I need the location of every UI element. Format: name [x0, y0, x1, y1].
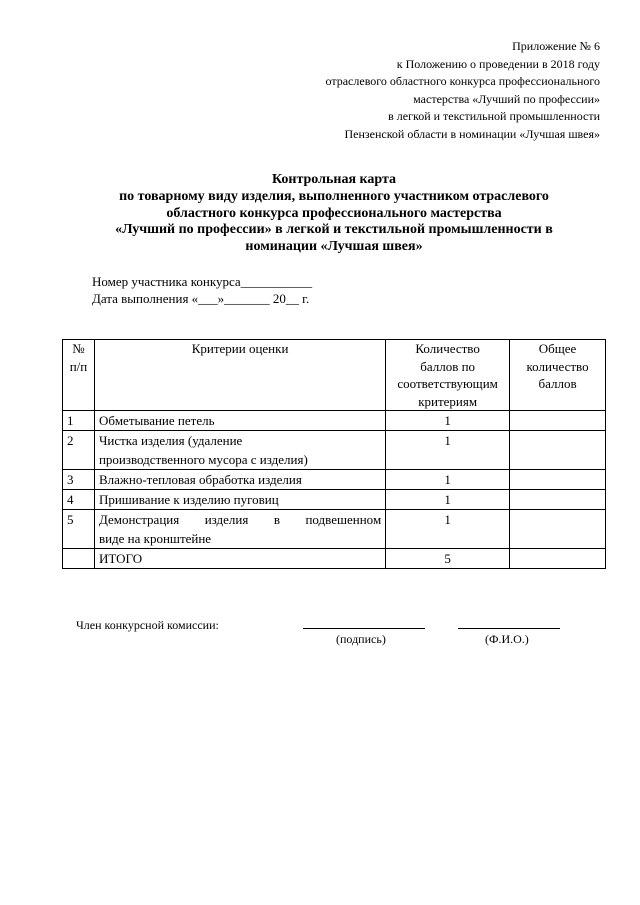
total-cell — [510, 470, 606, 490]
title-line: Контрольная карта — [271, 172, 397, 187]
commission-member-label: Член конкурсной комиссии: — [76, 618, 219, 632]
name-caption: (Ф.И.О.) — [485, 632, 529, 646]
total-row — [63, 549, 606, 569]
title-line: номинации «Лучшая швея» — [245, 239, 423, 255]
document-title — [60, 172, 608, 256]
criterion-score: 1 — [386, 470, 510, 490]
row-number — [63, 549, 95, 569]
total-cell — [510, 490, 606, 510]
header-score-line: критериям — [418, 393, 478, 409]
criterion-cell — [94, 431, 385, 470]
header-num-line: № — [72, 341, 85, 356]
header-total-line: количество — [526, 358, 589, 374]
criterion-line: производственного мусора с изделия) — [98, 452, 308, 467]
criterion-cell — [94, 490, 385, 510]
title-line: «Лучший по профессии» в легкой и текстильной промышленности в — [115, 222, 553, 238]
total-label — [94, 549, 385, 569]
total-score: 5 — [386, 549, 510, 569]
criteria-table — [62, 339, 606, 569]
table-row — [63, 411, 606, 431]
total-cell — [510, 411, 606, 431]
criterion-score: 1 — [386, 510, 510, 549]
table-row — [63, 431, 606, 470]
name-line — [458, 628, 560, 629]
appendix-line: мастерства «Лучший по профессии» — [413, 91, 600, 106]
row-number: 3 — [63, 470, 95, 490]
criterion-line: Влажно-тепловая обработка изделия — [98, 472, 302, 487]
criterion-line: Пришивание к изделию пуговиц — [98, 492, 279, 507]
row-number: 1 — [63, 411, 95, 431]
criterion-score: 1 — [386, 411, 510, 431]
criterion-line: Чистка изделия (удаление — [98, 433, 243, 448]
signature-caption: (подпись) — [336, 632, 386, 646]
total-cell — [510, 549, 606, 569]
table-row — [63, 490, 606, 510]
table-row — [63, 510, 606, 549]
signature-line — [303, 628, 425, 629]
appendix-line: отраслевого областного конкурса профессионального — [325, 74, 600, 89]
criterion-cell — [94, 510, 385, 549]
participant-number-field: Номер участника конкурса___________ — [92, 274, 313, 289]
completion-date-field: Дата выполнения «___»_______ 20__ г. — [92, 290, 310, 306]
criterion-cell — [94, 411, 385, 431]
total-cell — [510, 431, 606, 470]
row-number: 5 — [63, 510, 95, 549]
criterion-score: 1 — [386, 431, 510, 470]
table-row — [63, 470, 606, 490]
header-total-line: баллов — [538, 376, 577, 391]
criterion-cell — [94, 470, 385, 490]
participant-fields — [92, 274, 312, 307]
header-num-line: п/п — [69, 358, 88, 374]
criterion-line: виде на кронштейне — [98, 531, 212, 546]
header-num — [63, 340, 95, 411]
criterion-line: Демонстрация изделия в подвешенном — [98, 512, 382, 527]
row-number: 2 — [63, 431, 95, 470]
header-score — [386, 340, 510, 411]
appendix-line: к Положению о проведении в 2018 году — [396, 56, 600, 71]
title-line: по товарному виду изделия, выполненного участником отраслевого — [119, 188, 549, 204]
header-score-line: баллов по — [420, 358, 476, 374]
total-label-text: ИТОГО — [98, 551, 143, 566]
appendix-line: Пензенской области в номинации «Лучшая швея» — [344, 126, 600, 141]
criterion-line: Обметывание петель — [98, 413, 215, 428]
total-cell — [510, 510, 606, 549]
appendix-line: Приложение № 6 — [512, 39, 600, 53]
header-total-line: Общее — [538, 341, 577, 356]
row-number: 4 — [63, 490, 95, 510]
header-score-line: Количество — [415, 341, 480, 356]
title-line: областного конкурса профессионального мастерства — [166, 205, 502, 221]
appendix-line: в легкой и текстильной промышленности — [388, 109, 600, 124]
criterion-score: 1 — [386, 490, 510, 510]
table-header-row — [63, 340, 606, 411]
header-total — [510, 340, 606, 411]
appendix-header — [326, 38, 601, 144]
header-criteria: Критерии оценки — [94, 340, 385, 411]
header-score-line: соответствующим — [397, 376, 498, 391]
